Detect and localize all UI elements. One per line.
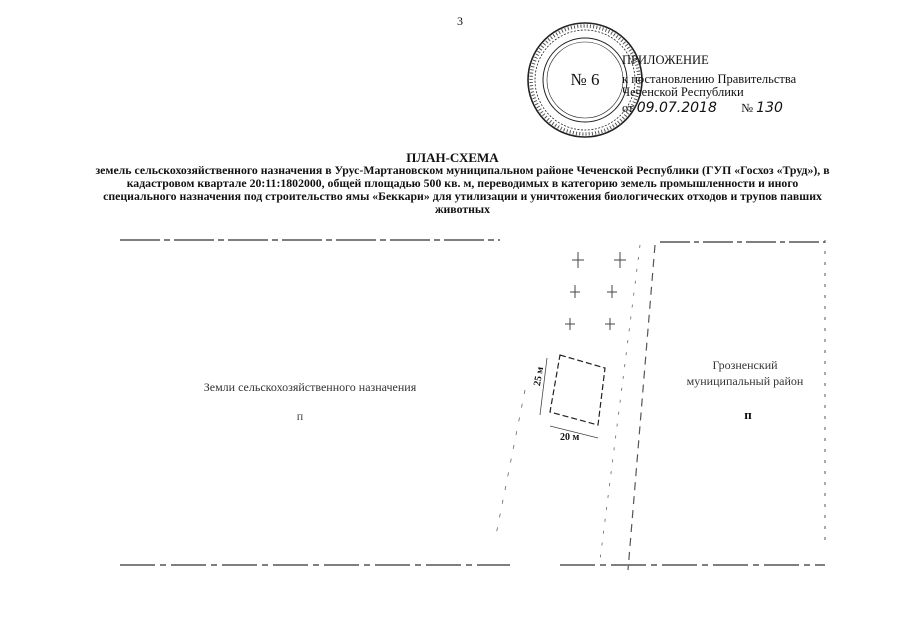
right-land-label-line-2: муниципальный район: [686, 374, 804, 388]
appendix-line-2: Чеченской Республики: [622, 85, 744, 99]
appendix-line-1: к постановлению Правительства: [622, 72, 797, 86]
document-description: земель сельскохозяйственного назначения в Урус-Мартановском муниципальном районе Чеченской Республики (ГУП «Госхоз «Труд»), в кадастровом квартале 20:11:1802000, общей площадью 500 кв. м, переводимых в категорию земель промышленности и иного специального назначения под строительство ямы «Беккари» для утилизации и уничтожения биологических отходов и трупов павших животных: [95, 163, 830, 216]
appendix-heading: ПРИЛОЖЕНИЕ: [622, 53, 709, 67]
stamp-number: № 6: [570, 70, 600, 89]
plot-width-dimension: 20 м: [560, 432, 580, 443]
page-number: 3: [457, 14, 463, 28]
left-land-label: Земли сельскохозяйственного назначения: [203, 380, 417, 394]
number-label: №: [741, 101, 754, 115]
appendix-block: [622, 54, 872, 115]
right-land-label-line-1: Грозненский: [712, 358, 778, 372]
plan-scheme-drawing: [0, 230, 905, 580]
left-land-code: п: [296, 409, 304, 423]
plot-height-dimension: 25 м: [532, 365, 547, 387]
resolution-date: 09.07.2018: [636, 100, 717, 116]
document-title: ПЛАН-СХЕМА: [406, 150, 499, 165]
right-land-label: [660, 357, 830, 389]
from-label: от: [622, 101, 634, 115]
right-land-code: п: [744, 407, 752, 422]
resolution-number: 130: [756, 100, 783, 116]
